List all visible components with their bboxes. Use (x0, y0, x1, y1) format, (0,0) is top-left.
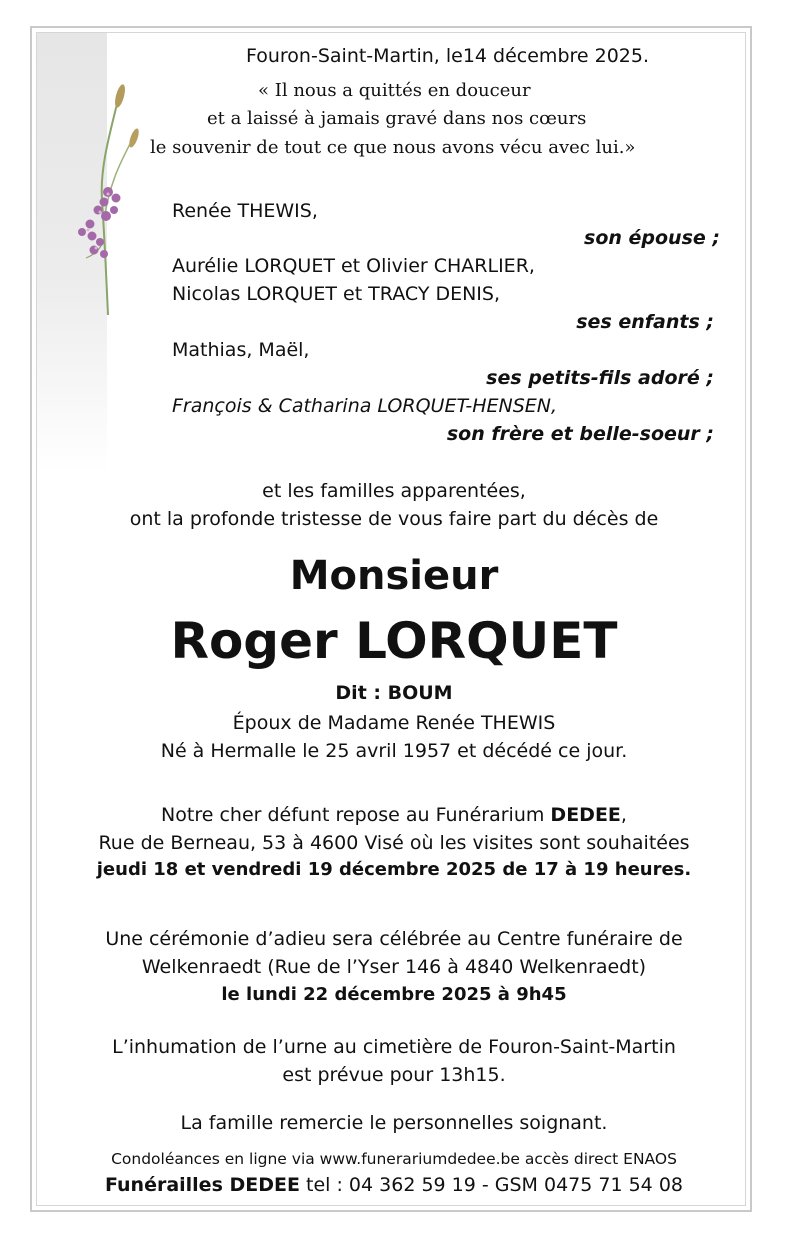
place-date: Fouron-Saint-Martin, le14 décembre 2025. (246, 45, 650, 67)
sibling-role: son frère et belle-soeur ; (446, 423, 714, 445)
child-1: Aurélie LORQUET et Olivier CHARLIER, (172, 255, 535, 277)
children-role: ses enfants ; (576, 311, 714, 333)
visitation-suffix: , (620, 804, 627, 826)
sibling: François & Catharina LORQUET-HENSEN, (172, 395, 558, 417)
visitation-line-3: jeudi 18 et vendredi 19 décembre 2025 de 17 à 19 heures. (96, 859, 692, 880)
grandchildren: Mathias, Maël, (172, 339, 310, 361)
burial-line-1: L’inhumation de l’urne au cimetière de Fouron-Saint-Martin (112, 1036, 676, 1058)
burial-line-2: est prévue pour 13h15. (282, 1064, 506, 1086)
spouse-line: Époux de Madame Renée THEWIS (232, 712, 556, 734)
announcement-line-1: et les familles apparentées, (262, 480, 526, 502)
grandchildren-role: ses petits-fils adoré ; (486, 367, 714, 389)
deceased-title: Monsieur (289, 553, 499, 599)
condolences: Condoléances en ligne via www.funerariumdedee.be accès direct ENAOS (111, 1150, 677, 1168)
child-2: Nicolas LORQUET et TRACY DENIS, (172, 283, 501, 305)
funeral-home-name: DEDEE (550, 804, 621, 826)
ceremony-line-2: Welkenraedt (Rue de l’Yser 146 à 4840 Welkenraedt) (141, 956, 647, 978)
announcement-line-2: ont la profonde tristesse de vous faire part du décès de (129, 508, 659, 530)
thanks: La famille remercie le personnelles soignant. (180, 1112, 608, 1134)
deceased-nickname: Dit : BOUM (335, 682, 453, 704)
spouse-name: Renée THEWIS, (172, 200, 318, 222)
quote-line-2: et a laissé à jamais gravé dans nos cœurs (207, 108, 587, 129)
visitation-line-1 (0, 804, 788, 826)
spouse-role: son épouse ; (584, 227, 720, 249)
footer-contact (0, 1174, 788, 1196)
quote-line-1: « Il nous a quittés en douceur (258, 80, 531, 101)
quote-line-3: le souvenir de tout ce que nous avons vécu avec lui.» (150, 137, 636, 158)
visitation-prefix: Notre cher défunt repose au Funérarium (161, 804, 551, 826)
phone-numbers: tel : 04 362 59 19 - GSM 0475 71 54 08 (299, 1174, 683, 1196)
violet-flower-stem-icon (60, 70, 150, 320)
visitation-line-2: Rue de Berneau, 53 à 4600 Visé où les visites sont souhaitées (98, 832, 690, 854)
ceremony-line-1: Une cérémonie d’adieu sera célébrée au Centre funéraire de (105, 928, 683, 950)
ceremony-line-3: le lundi 22 décembre 2025 à 9h45 (221, 984, 567, 1005)
deceased-name: Roger LORQUET (170, 612, 618, 670)
birth-death: Né à Hermalle le 25 avril 1957 et décédé ce jour. (160, 740, 628, 762)
company-name: Funérailles DEDEE (104, 1174, 300, 1196)
